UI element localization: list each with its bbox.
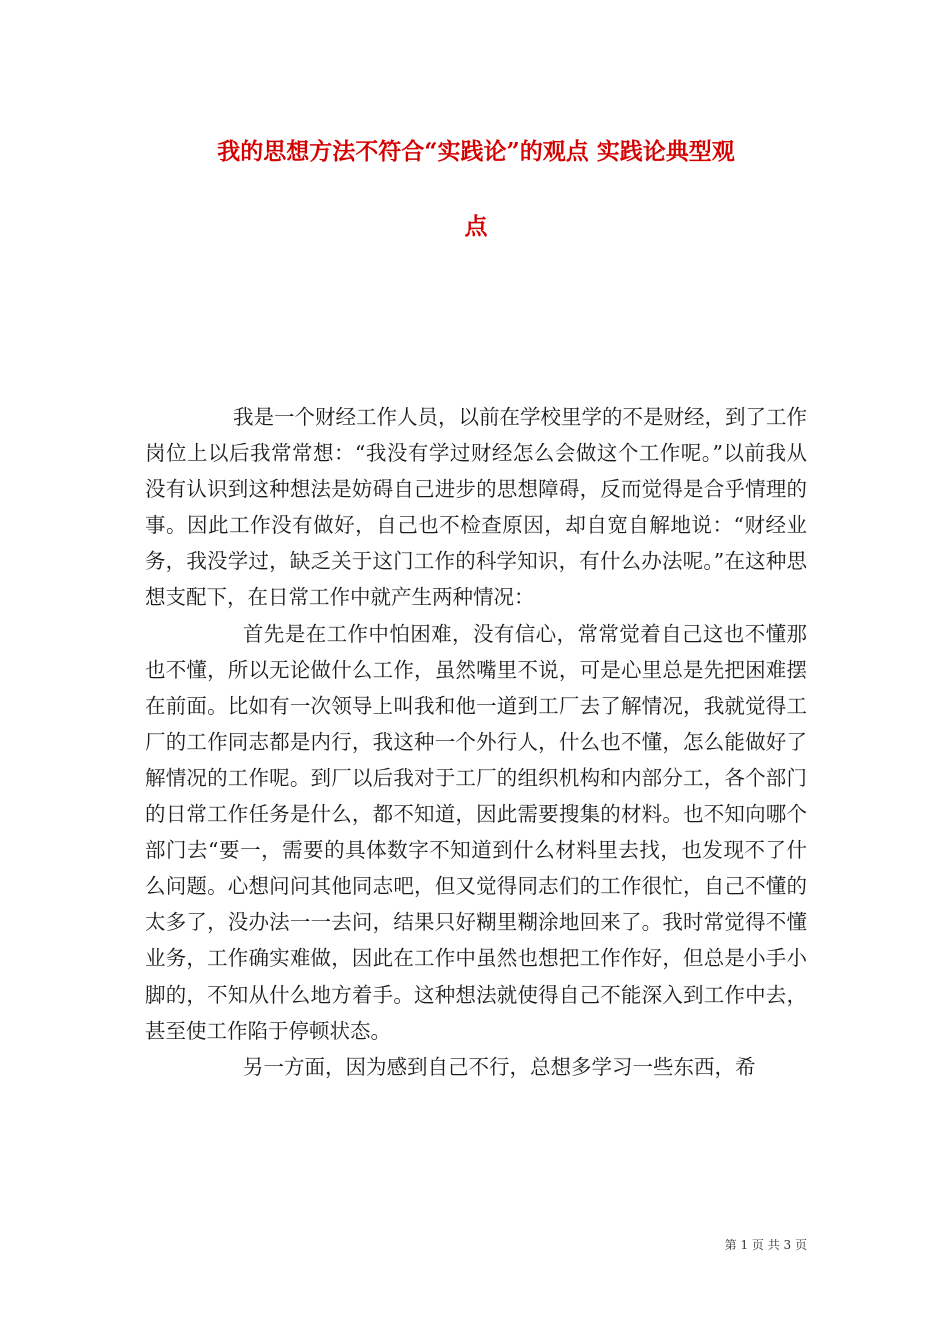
paragraph-2: 首先是在工作中怕困难，没有信心，常常觉着自己这也不懂那也不懂，所以无论做什么工作，虽然嘴里不说，可是心里总是先把困难摆在前面。比如有一次领导上叫我和他一道到工厂去了解情况，我就觉得工厂的工作同志都是内行，我这种一个外行人，什么也不懂，怎么能做好了解情况的工作呢。到厂以后我对于工厂的组织机构和内部分工，各个部门的日常工作任务是什么，都不知道，因此需要搜集的材料。也不知向哪个部门去“要一，需要的具体数字不知道到什么材料里去找，也发现不了什么问题。心想问问其他同志吧，但又觉得同志们的工作很忙，自己不懂的太多了，没办法一一去问，结果只好糊里糊涂地回来了。我时常觉得不懂业务，工作确实难做，因此在工作中虽然也想把工作作好，但总是小手小脚的，不知从什么地方着手。这种想法就使得自己不能深入到工作中去，甚至使工作陷于停顿状态。 bbox=[145, 621, 807, 1043]
document-body bbox=[145, 399, 807, 1085]
document-title-line-1: 我的思想方法不符合“实践论”的观点 实践论典型观 bbox=[217, 138, 735, 165]
document-title-line-2: 点 bbox=[464, 213, 488, 240]
paragraph-3: 另一方面，因为感到自己不行，总想多学习一些东西，希 bbox=[243, 1054, 756, 1079]
page-number: 第 1 页 共 3 页 bbox=[724, 1238, 807, 1252]
paragraph-1: 我是一个财经工作人员，以前在学校里学的不是财经，到了工作岗位上以后我常常想：“我没有学过财经怎么会做这个工作呢。”以前我从没有认识到这种想法是妨碍自己进步的思想障碍，反而觉得是合乎情理的事。因此工作没有做好，自己也不检查原因，却自宽自解地说：“财经业务，我没学过，缺乏关于这门工作的科学知识，有什么办法呢。”在这种思想支配下，在日常工作中就产生两种情况： bbox=[145, 405, 807, 610]
